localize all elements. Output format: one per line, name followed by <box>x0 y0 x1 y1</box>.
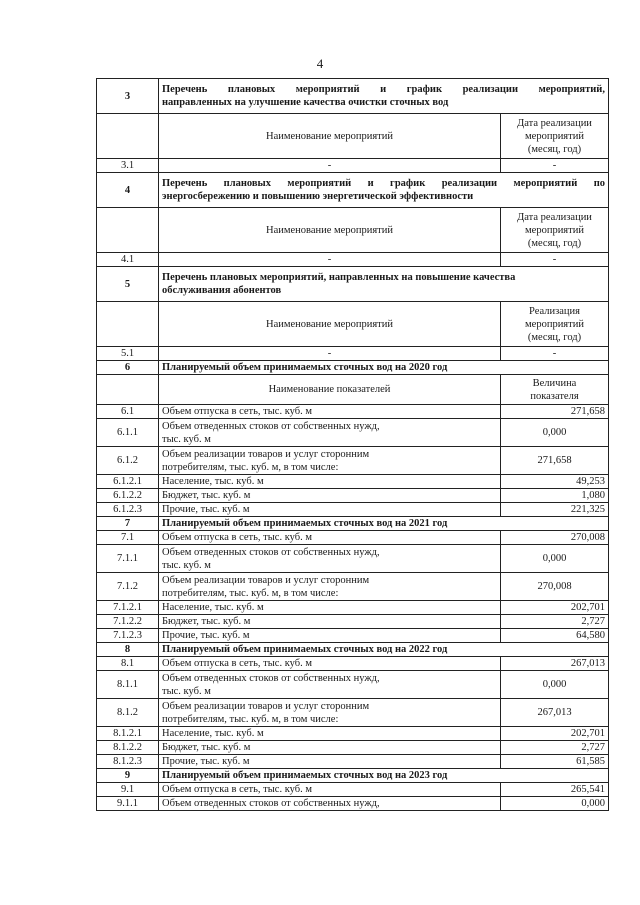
row-name-line: Прочие, тыс. куб. м <box>162 504 250 515</box>
section-rows <box>97 657 609 769</box>
section-number: 9 <box>97 769 159 783</box>
row-number: 8.1.1 <box>97 671 159 699</box>
row-name <box>159 741 501 755</box>
header-line: (месяц, год) <box>527 331 582 343</box>
row-name <box>159 671 501 699</box>
row-number: 4.1 <box>97 253 159 267</box>
row-value: 0,000 <box>501 671 609 699</box>
row-number: 6.1.2.1 <box>97 475 159 489</box>
row-number: 8.1.2.1 <box>97 727 159 741</box>
row-value: 265,541 <box>501 783 609 797</box>
row-name <box>159 783 501 797</box>
row-number: 9.1 <box>97 783 159 797</box>
column-header-row <box>97 208 609 253</box>
section-rows <box>97 531 609 643</box>
table-row <box>97 531 609 545</box>
row-date: - <box>501 347 609 361</box>
row-value: 270,008 <box>501 573 609 601</box>
section-number: 5 <box>97 267 159 302</box>
column-header-name: Наименование мероприятий <box>159 114 501 159</box>
row-name <box>159 699 501 727</box>
row-value: 0,000 <box>501 545 609 573</box>
column-header-value <box>501 375 609 405</box>
section-title <box>159 267 609 302</box>
row-name <box>159 405 501 419</box>
section-number: 4 <box>97 173 159 208</box>
row-value: 2,727 <box>501 615 609 629</box>
table-row <box>97 447 609 475</box>
table-row <box>97 253 609 267</box>
table-row <box>97 347 609 361</box>
empty-cell <box>97 208 159 253</box>
empty-cell <box>97 302 159 347</box>
section-title-line: энергосбережению и повышению энергетической эффективности <box>162 191 474 202</box>
row-name <box>159 727 501 741</box>
row-value: 202,701 <box>501 727 609 741</box>
row-name-line: Население, тыс. куб. м <box>162 602 264 613</box>
row-name-line: Прочие, тыс. куб. м <box>162 630 250 641</box>
table-row <box>97 545 609 573</box>
table-row <box>97 657 609 671</box>
row-number: 6.1.1 <box>97 419 159 447</box>
row-value: 270,008 <box>501 531 609 545</box>
page-number: 4 <box>316 56 324 71</box>
column-header-name: Наименование мероприятий <box>159 302 501 347</box>
row-value: 49,253 <box>501 475 609 489</box>
row-value: 61,585 <box>501 755 609 769</box>
header-line: мероприятий <box>525 224 584 236</box>
row-number: 3.1 <box>97 159 159 173</box>
table-row <box>97 405 609 419</box>
section-title-line: Перечень плановых мероприятий и график реализации мероприятий, <box>162 84 605 95</box>
row-value: 221,325 <box>501 503 609 517</box>
row-value: 271,658 <box>501 405 609 419</box>
row-name <box>159 657 501 671</box>
row-value: 0,000 <box>501 797 609 811</box>
section-header-row <box>97 643 609 657</box>
header-line: Дата реализации <box>517 117 592 129</box>
row-number: 8.1.2.2 <box>97 741 159 755</box>
header-line: Реализация <box>529 305 580 317</box>
row-number: 5.1 <box>97 347 159 361</box>
row-value: 0,000 <box>501 419 609 447</box>
column-header-date <box>501 208 609 253</box>
row-date: - <box>501 159 609 173</box>
table-row <box>97 573 609 601</box>
row-number: 6.1.2 <box>97 447 159 475</box>
table-row <box>97 601 609 615</box>
column-header-row <box>97 114 609 159</box>
section-title-line: Перечень плановых мероприятий и график реализации мероприятий по <box>162 178 605 189</box>
table-row <box>97 699 609 727</box>
row-name <box>159 447 501 475</box>
row-name-line: Прочие, тыс. куб. м <box>162 756 250 767</box>
table-row <box>97 797 609 811</box>
section-header-row <box>97 173 609 208</box>
row-name-line: Объем реализации товаров и услуг сторонним <box>162 574 370 586</box>
section-number: 7 <box>97 517 159 531</box>
column-header-row <box>97 302 609 347</box>
column-header-date <box>501 302 609 347</box>
section-title-line: направленных на улучшение качества очистки сточных вод <box>162 97 449 108</box>
header-line: мероприятий <box>525 130 584 142</box>
row-name <box>159 573 501 601</box>
section-title <box>159 79 609 114</box>
row-name-line: Объем отведенных стоков от собственных нужд, <box>162 420 380 432</box>
row-number: 7.1.2.3 <box>97 629 159 643</box>
row-name <box>159 531 501 545</box>
row-value: 267,013 <box>501 699 609 727</box>
empty-cell <box>97 375 159 405</box>
table-row <box>97 489 609 503</box>
section-number: 6 <box>97 361 159 375</box>
row-number: 9.1.1 <box>97 797 159 811</box>
row-name-line: Объем отведенных стоков от собственных нужд, <box>162 672 380 684</box>
section-title: Планируемый объем принимаемых сточных вод на 2021 год <box>159 517 609 531</box>
row-name-line: Бюджет, тыс. куб. м <box>162 616 251 627</box>
table-row <box>97 475 609 489</box>
row-name-line: потребителям, тыс. куб. м, в том числе: <box>162 587 339 599</box>
row-name: - <box>159 253 501 267</box>
row-value: 1,080 <box>501 489 609 503</box>
header-line: (месяц, год) <box>527 237 582 249</box>
section-header-row <box>97 79 609 114</box>
row-value: 271,658 <box>501 447 609 475</box>
row-value: 267,013 <box>501 657 609 671</box>
row-name <box>159 419 501 447</box>
row-value: 2,727 <box>501 741 609 755</box>
section-header-row <box>97 267 609 302</box>
section-title: Планируемый объем принимаемых сточных вод на 2023 год <box>159 769 609 783</box>
row-number: 8.1.2 <box>97 699 159 727</box>
section-title <box>159 173 609 208</box>
row-name-line: потребителям, тыс. куб. м, в том числе: <box>162 713 339 725</box>
table-row <box>97 629 609 643</box>
row-number: 7.1 <box>97 531 159 545</box>
row-name <box>159 545 501 573</box>
section-header-row <box>97 769 609 783</box>
row-name-line: Бюджет, тыс. куб. м <box>162 490 251 501</box>
header-line: мероприятий <box>525 318 584 330</box>
row-value: 202,701 <box>501 601 609 615</box>
section-header-row <box>97 361 609 375</box>
column-header-row <box>97 375 609 405</box>
table-row <box>97 615 609 629</box>
section-number: 3 <box>97 79 159 114</box>
row-name-line: Объем отпуска в сеть, тыс. куб. м <box>162 784 312 795</box>
row-number: 6.1 <box>97 405 159 419</box>
table-row <box>97 783 609 797</box>
row-name-line: Бюджет, тыс. куб. м <box>162 742 251 753</box>
table-row <box>97 503 609 517</box>
row-name <box>159 601 501 615</box>
header-line: Величина <box>532 377 577 389</box>
row-name-line: Объем отпуска в сеть, тыс. куб. м <box>162 406 312 417</box>
table-row <box>97 755 609 769</box>
row-name <box>159 797 501 811</box>
empty-cell <box>97 114 159 159</box>
plan-table <box>96 78 609 811</box>
row-number: 8.1 <box>97 657 159 671</box>
row-name-line: тыс. куб. м <box>162 433 211 445</box>
row-name-line: Объем отпуска в сеть, тыс. куб. м <box>162 658 312 669</box>
row-name-line: Объем отведенных стоков от собственных нужд, <box>162 546 380 558</box>
table-row <box>97 671 609 699</box>
section-title-line: Перечень плановых мероприятий, направленных на повышение качества <box>162 272 516 283</box>
section-rows <box>97 405 609 517</box>
column-header-date <box>501 114 609 159</box>
header-line: показателя <box>530 390 579 402</box>
row-name <box>159 615 501 629</box>
table-row <box>97 741 609 755</box>
row-number: 7.1.2.2 <box>97 615 159 629</box>
header-line: Дата реализации <box>517 211 592 223</box>
row-name-line: тыс. куб. м <box>162 685 211 697</box>
row-value: 64,580 <box>501 629 609 643</box>
row-name <box>159 503 501 517</box>
row-number: 6.1.2.2 <box>97 489 159 503</box>
row-name-line: Объем отпуска в сеть, тыс. куб. м <box>162 532 312 543</box>
row-name-line: Объем реализации товаров и услуг сторонним <box>162 700 370 712</box>
row-name-line: Объем реализации товаров и услуг сторонним <box>162 448 370 460</box>
row-name-line: Население, тыс. куб. м <box>162 728 264 739</box>
header-line: (месяц, год) <box>527 143 582 155</box>
section-rows <box>97 783 609 811</box>
table-row <box>97 727 609 741</box>
row-name <box>159 475 501 489</box>
table-row <box>97 159 609 173</box>
section-number: 8 <box>97 643 159 657</box>
row-name <box>159 629 501 643</box>
row-date: - <box>501 253 609 267</box>
row-number: 6.1.2.3 <box>97 503 159 517</box>
row-number: 8.1.2.3 <box>97 755 159 769</box>
section-title: Планируемый объем принимаемых сточных вод на 2022 год <box>159 643 609 657</box>
row-name <box>159 755 501 769</box>
row-name-line: тыс. куб. м <box>162 559 211 571</box>
row-name-line: потребителям, тыс. куб. м, в том числе: <box>162 461 339 473</box>
row-name: - <box>159 159 501 173</box>
section-header-row <box>97 517 609 531</box>
row-name <box>159 489 501 503</box>
row-number: 7.1.2 <box>97 573 159 601</box>
row-number: 7.1.1 <box>97 545 159 573</box>
row-name-line: Население, тыс. куб. м <box>162 476 264 487</box>
table-row <box>97 419 609 447</box>
row-name-line: Объем отведенных стоков от собственных нужд, <box>162 798 380 809</box>
section-title: Планируемый объем принимаемых сточных вод на 2020 год <box>159 361 609 375</box>
row-name: - <box>159 347 501 361</box>
column-header-name: Наименование показателей <box>159 375 501 405</box>
section-title-line: обслуживания абонентов <box>162 285 282 296</box>
row-number: 7.1.2.1 <box>97 601 159 615</box>
column-header-name: Наименование мероприятий <box>159 208 501 253</box>
